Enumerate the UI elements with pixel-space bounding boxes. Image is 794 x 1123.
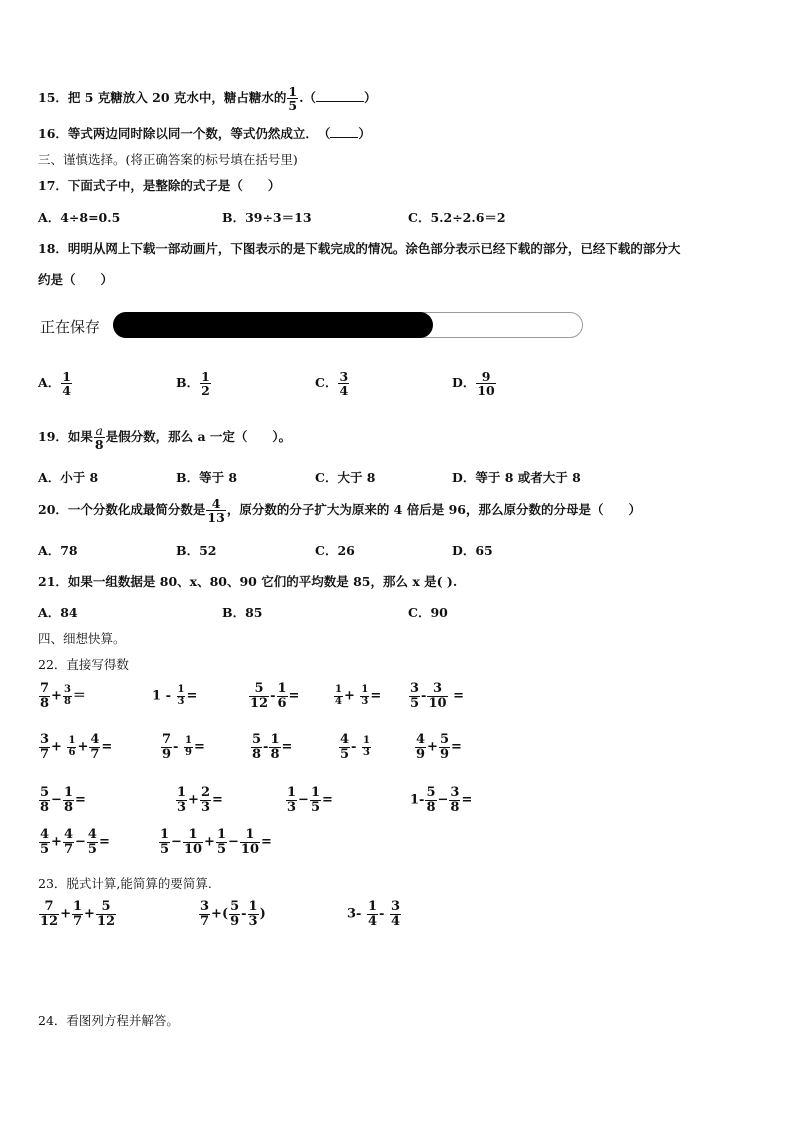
expression: $\frac{7}{8}$ + $\frac{3}{8}$ ＝ (40, 681, 86, 711)
question-21: 21．如果一组数据是 80、x、80、90 它们的平均数是 85，那么 x 是( ). (38, 574, 458, 589)
question-18-line1: 18．明明从网上下载一部动画片，下图表示的是下载完成的情况。涂色部分表示已经下载的部分，已经下载的部分大 (38, 241, 681, 256)
option-b[interactable]: B．85 (222, 605, 263, 620)
fraction: $\frac{a}{8}$ (94, 423, 104, 453)
option-d[interactable]: D． $\frac{9}{10}$ (452, 369, 495, 399)
section-4-heading: 四、细想快算。 (38, 631, 126, 646)
option-b[interactable]: B．52 (176, 543, 217, 558)
option-a[interactable]: A．4÷8=0.5 (38, 210, 121, 225)
expression: $\frac{3}{7}$ +( $\frac{5}{9}$ - $\frac{1}{3}$ ) (200, 899, 266, 929)
expression: $\frac{5}{8}$ - $\frac{1}{8}$ = (252, 732, 293, 762)
expression: $\frac{1}{5}$ − $\frac{1}{10}$ + $\frac{1}{5}$ − $\frac{1}{10}$ = (160, 827, 272, 857)
option-d[interactable]: D．65 (452, 543, 493, 558)
expression: $\frac{4}{5}$ - $\frac{1}{3}$ (340, 732, 370, 762)
expression: 3- $\frac{1}{4}$ - $\frac{3}{4}$ (347, 899, 400, 929)
question-18-line2: 约是（ ） (38, 272, 114, 287)
answer-blank[interactable] (316, 101, 364, 102)
section-3-heading: 三、谨慎选择。(将正确答案的标号填在括号里) (38, 152, 298, 167)
option-d[interactable]: D．等于 8 或者大于 8 (452, 470, 581, 485)
fraction: $\frac{9}{10}$ (477, 369, 495, 399)
expression: $\frac{7}{12}$ + $\frac{1}{7}$ + $\frac{5}{12}$ (40, 899, 116, 929)
question-15: 15．把 5 克糖放入 20 克水中，糖占糖水的 $\frac{1}{5}$ .（ ） (38, 84, 377, 114)
expression: $\frac{4}{5}$ + $\frac{4}{7}$ − $\frac{4}{5}$ = (40, 827, 110, 857)
fraction: $\frac{4}{13}$ (207, 496, 225, 526)
fraction: $\frac{1}{2}$ (201, 369, 210, 399)
question-19: 19．如果 $\frac{a}{8}$ 是假分数，那么 a 一定（ ）。 (38, 423, 292, 453)
fraction: $\frac{1}{5}$ (288, 84, 298, 114)
expression: $\frac{5}{8}$ − $\frac{1}{8}$ = (40, 785, 86, 815)
progress-fill (113, 312, 433, 338)
option-c[interactable]: C．90 (408, 605, 448, 620)
option-c[interactable]: C．大于 8 (315, 470, 376, 485)
question-17: 17．下面式子中，是整除的式子是（ ） (38, 178, 281, 193)
option-c[interactable]: C．5.2÷2.6＝2 (408, 210, 506, 225)
option-a[interactable]: A．78 (38, 543, 78, 558)
option-b[interactable]: B．39÷3＝13 (222, 210, 312, 225)
expression: $\frac{3}{5}$ - $\frac{3}{10}$ = (410, 681, 464, 711)
expression: $\frac{3}{7}$ + $\frac{1}{6}$ + $\frac{4}{7}$ = (40, 732, 113, 762)
option-a[interactable]: A．84 (38, 605, 78, 620)
expression: $\frac{5}{12}$ - $\frac{1}{6}$ = (250, 681, 300, 711)
expression: $\frac{7}{9}$ - $\frac{1}{9}$ = (162, 732, 205, 762)
progress-label: 正在保存 (40, 318, 101, 336)
option-c[interactable]: C． $\frac{3}{4}$ (315, 369, 349, 399)
option-b[interactable]: B．等于 8 (176, 470, 238, 485)
question-16: 16．等式两边同时除以同一个数，等式仍然成立． （ ） (38, 126, 371, 141)
question-22-title: 22．直接写得数 (38, 657, 129, 672)
question-20: 20．一个分数化成最简分数是 $\frac{4}{13}$ ，原分数的分子扩大为原来的 4 倍后是 96，那么原分数的分母是（ ） (38, 496, 641, 526)
option-a[interactable]: A．小于 8 (38, 470, 99, 485)
option-b[interactable]: B． $\frac{1}{2}$ (176, 369, 210, 399)
fraction: $\frac{3}{4}$ (339, 369, 349, 399)
option-a[interactable]: A． $\frac{1}{4}$ (38, 369, 71, 399)
expression: 1- $\frac{5}{8}$ − $\frac{3}{8}$ = (410, 785, 473, 815)
fraction: $\frac{1}{4}$ (62, 369, 71, 399)
answer-blank[interactable] (330, 137, 358, 138)
expression: $\frac{1}{3}$ + $\frac{2}{3}$ = (177, 785, 223, 815)
expression: 1 - $\frac{1}{3}$ = (152, 684, 198, 707)
expression: $\frac{4}{9}$ + $\frac{5}{9}$ = (416, 732, 462, 762)
question-23-title: 23．脱式计算,能简算的要简算. (38, 876, 212, 891)
question-24-title: 24．看图列方程并解答。 (38, 1013, 179, 1028)
option-c[interactable]: C．26 (315, 543, 355, 558)
expression: $\frac{1}{3}$ − $\frac{1}{5}$ = (287, 785, 333, 815)
expression: $\frac{1}{4}$ + $\frac{1}{3}$ = (335, 684, 382, 707)
